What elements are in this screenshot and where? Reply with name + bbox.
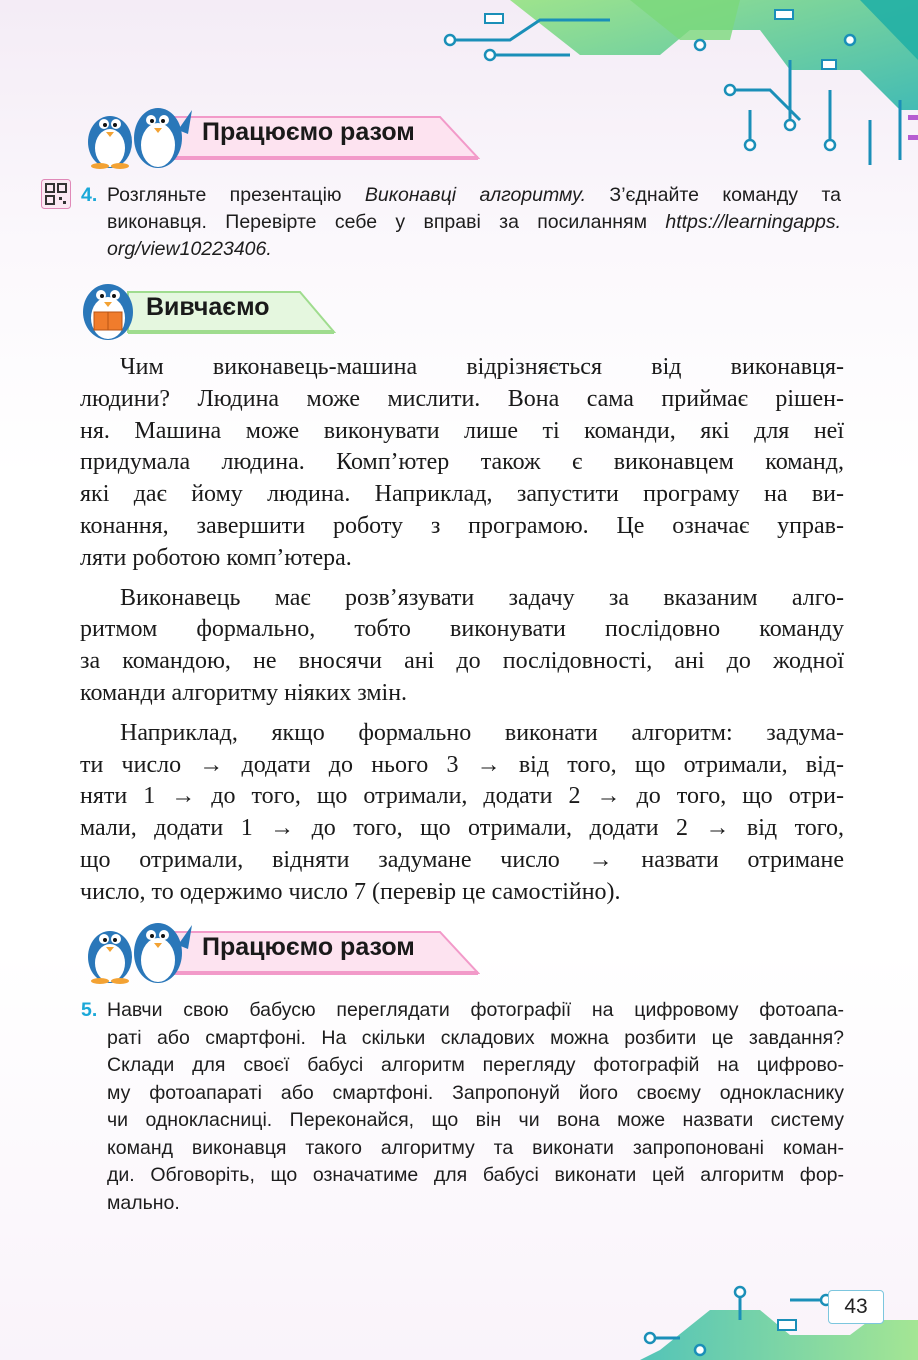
page-number: 43 (828, 1290, 884, 1324)
text-line: ляти роботою комп’ютера. (80, 544, 352, 571)
paragraph-3 (80, 718, 844, 909)
text-line: Виконавець має розв’язувати задачу за вказаним алго- (120, 584, 844, 611)
task-line: му фотоапараті або смартфоні. Запропонуй його своєму однокласнику (107, 1081, 844, 1104)
section-banner-study (78, 276, 338, 346)
task-line: чи однокласниці. Переконайся, що він чи вона може назвати систему (107, 1109, 844, 1131)
text-line: число, то одержимо число 7 (перевір це самостійно). (80, 878, 621, 905)
text-line: ритмом формально, тобто виконувати послідовно команду (80, 616, 844, 643)
task-line: Навчи свою бабусю переглядати фотографії на цифровому фотоапа- (107, 999, 844, 1021)
task-number: 5. (81, 999, 98, 1021)
learningapps-link[interactable]: https://learningapps. (665, 211, 841, 233)
task-line: Розгляньте презентацію Виконавці алгоритму. З’єднайте команду та (107, 184, 842, 206)
text-line: Наприклад, якщо формально виконати алгоритм: задума- (120, 719, 844, 746)
task-line: ди. Обговоріть, що означатиме для бабусі виконати цей алгоритм фор- (107, 1164, 844, 1186)
text-line: що отримали, відняти задумане число → назвати отримане (80, 846, 844, 873)
text-line: команди алгоритму ніяких змін. (80, 679, 408, 706)
paragraph-1 (80, 352, 844, 575)
learningapps-link[interactable]: org/view10223406. (107, 238, 272, 260)
penguin-reading-icon (78, 276, 140, 342)
text-line: няти 1 → до того, що отримали, додати 2 → до того, що отри- (80, 783, 844, 810)
text-line: за командою, не вносячи ані до послідовності, ані до жодної (80, 648, 844, 675)
section-title: Працюємо разом (202, 933, 415, 961)
penguins-icon (80, 915, 195, 985)
section-title: Працюємо разом (202, 118, 415, 146)
section-title: Вивчаємо (146, 293, 270, 321)
section-banner-work-together-2 (80, 915, 480, 985)
task-line: раті або смартфоні. На скільки складових можна розбити це завдання? (107, 1026, 844, 1049)
task-line: Склади для своєї бабусі алгоритм перегляду фотографій на цифрово- (107, 1054, 844, 1076)
text-line: придумала людина. Комп’ютер також є виконавцем команд, (80, 449, 844, 476)
task-number: 4. (81, 184, 98, 206)
text-line: конання, завершити роботу з програмою. Це означає управ- (80, 512, 844, 539)
circuit-decoration-top (430, 0, 918, 170)
text-line: ня. Машина може виконувати лише ті команди, які для неї (80, 417, 844, 444)
main-text (80, 352, 844, 909)
qr-code-icon[interactable] (41, 179, 71, 209)
task-line: команд виконавця такого алгоритму та виконати запропоновані коман- (107, 1136, 844, 1159)
text-line: Чим виконавець-машина відрізняється від виконавця- (120, 354, 844, 380)
task-line (107, 236, 841, 263)
task-4 (81, 182, 842, 263)
penguins-icon (80, 100, 195, 170)
paragraph-2 (80, 583, 844, 710)
section-banner-work-together-1 (80, 100, 480, 170)
task-line: мально. (107, 1191, 180, 1214)
text-line: мали, додати 1 → до того, що отримали, додати 2 → від того, (80, 815, 844, 842)
text-line: людини? Людина може мислити. Вона сама приймає рішен- (80, 385, 844, 412)
task-5 (81, 997, 844, 1217)
text-line: які дає йому людина. Наприклад, запустити програму на ви- (80, 481, 844, 508)
task-line: виконавця. Перевірте себе у вправі за посиланням https://learningapps. (107, 211, 841, 233)
text-line: ти число → додати до нього 3 → від того, що отримали, від- (80, 751, 844, 778)
